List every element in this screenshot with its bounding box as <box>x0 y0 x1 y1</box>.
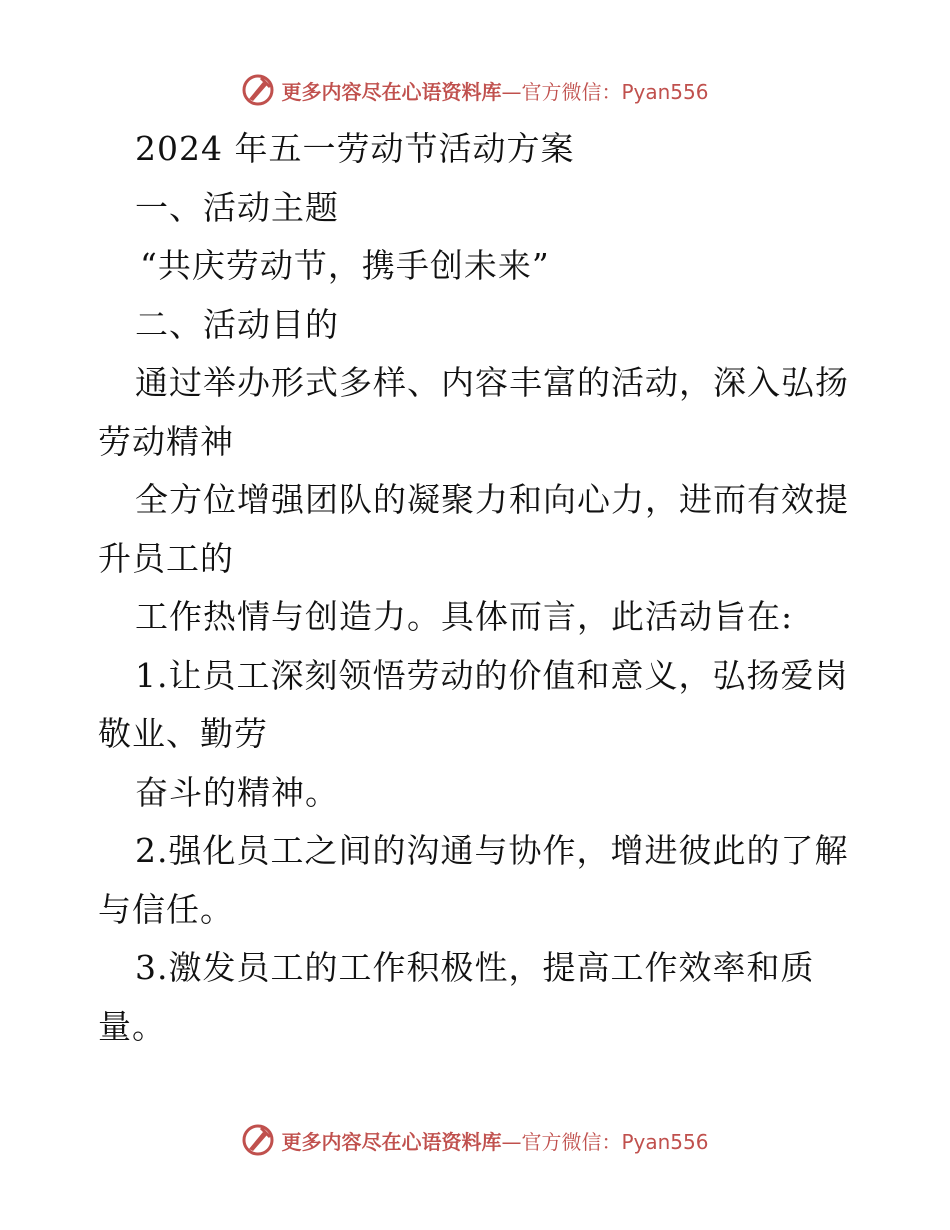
paragraph-line: 劳动精神 <box>98 421 234 461</box>
section-heading-theme: 一、活动主题 <box>135 187 339 227</box>
list-item-2-cont: 与信任。 <box>98 889 234 929</box>
list-item-3-cont: 量。 <box>98 1006 166 1046</box>
pen-circle-logo-icon <box>241 1123 275 1157</box>
document-body <box>98 120 858 1056</box>
list-item-3: 3.激发员工的工作积极性，提高工作效率和质 <box>135 948 815 987</box>
header-watermark <box>0 70 950 110</box>
paragraph-line: 工作热情与创造力。具体而言，此活动旨在: <box>135 597 794 636</box>
paragraph-line: 通过举办形式多样、内容丰富的活动，深入弘扬 <box>135 363 849 402</box>
list-item-2: 2.强化员工之间的沟通与协作，增进彼此的了解 <box>135 831 849 870</box>
list-item-1-cont: 敬业、勤劳 <box>98 714 268 753</box>
list-item-1: 1.让员工深刻领悟劳动的价值和意义，弘扬爱岗 <box>135 655 849 695</box>
watermark-text: 更多内容尽在心语资料库—官方微信：Pyan556 <box>281 79 709 104</box>
watermark-text: 更多内容尽在心语资料库—官方微信：Pyan556 <box>281 1129 709 1154</box>
paragraph-line: 升员工的 <box>98 538 234 578</box>
pen-circle-logo-icon <box>241 73 275 107</box>
document-title: 2024 年五一劳动节活动方案 <box>135 129 575 168</box>
section-heading-purpose: 二、活动目的 <box>135 304 339 344</box>
paragraph-line: 全方位增强团队的凝聚力和向心力，进而有效提 <box>135 480 849 519</box>
footer-watermark <box>0 1120 950 1160</box>
theme-slogan: “共庆劳动节，携手创未来” <box>140 246 550 285</box>
list-item-1-cont: 奋斗的精神。 <box>135 772 339 812</box>
